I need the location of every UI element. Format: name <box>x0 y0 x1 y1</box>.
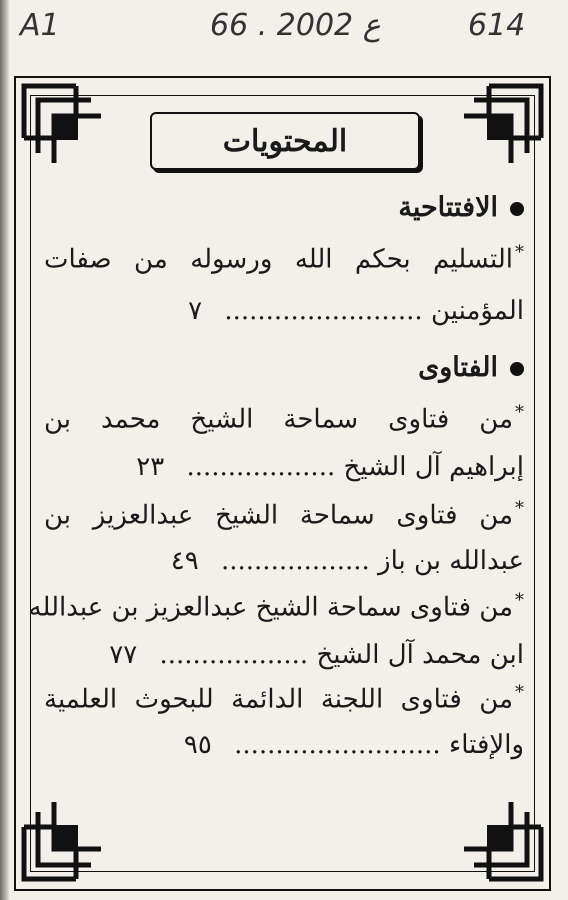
asterisk-icon: * <box>515 402 524 423</box>
page-title: المحتويات <box>222 123 348 159</box>
page-number: ٢٣ <box>136 452 165 482</box>
leader-dots: .................. <box>220 546 370 576</box>
toc-entry-line1: *من فتاوى سماحة الشيخ عبدالعزيز بن عبدالله <box>28 590 524 623</box>
toc-entry-line2: إبراهيم آل الشيخ .................. ٢٣ <box>136 452 524 482</box>
toc-entry-line1: *من فتاوى سماحة الشيخ محمد بن <box>44 402 524 435</box>
handwritten-annotations <box>0 8 568 58</box>
corner-ornament-bottom-left <box>16 797 106 887</box>
corner-ornament-bottom-right <box>459 797 549 887</box>
section-heading: الافتتاحية <box>44 192 524 223</box>
page-edge-shadow <box>0 0 10 900</box>
asterisk-icon: * <box>515 498 524 519</box>
corner-ornament-top-left <box>16 78 106 168</box>
leader-dots: .................. <box>159 640 309 670</box>
page-number: ٩٥ <box>183 730 212 760</box>
asterisk-icon: * <box>515 682 524 703</box>
section-heading: الفتاوى <box>44 352 524 383</box>
toc-entry-line2: المؤمنين ........................ ٧ <box>188 296 524 326</box>
knot-ornament-icon <box>16 78 106 168</box>
handwritten-note-left: A1 <box>20 8 60 43</box>
knot-ornament-icon <box>459 797 549 887</box>
handwritten-note-right: 614 <box>468 8 526 43</box>
toc-entry-line2: والإفتاء ......................... ٩٥ <box>183 730 524 760</box>
toc-entry-line1: *من فتاوى اللجنة الدائمة للبحوث العلمية <box>44 682 524 715</box>
corner-ornament-top-right <box>459 78 549 168</box>
page-number: ٤٩ <box>170 546 199 576</box>
asterisk-icon: * <box>515 242 524 263</box>
bullet-icon <box>510 202 524 216</box>
page-number: ٧ <box>188 296 203 326</box>
leader-dots: ......................... <box>234 730 441 760</box>
leader-dots: .................. <box>186 452 336 482</box>
knot-ornament-icon <box>459 78 549 168</box>
leader-dots: ........................ <box>224 296 423 326</box>
bullet-icon <box>510 362 524 376</box>
asterisk-icon: * <box>515 590 524 611</box>
title-box <box>150 112 420 170</box>
page-number: ٧٧ <box>109 640 138 670</box>
toc-entry-line2: ابن محمد آل الشيخ .................. ٧٧ <box>109 640 524 670</box>
toc-entry-line1: *من فتاوى سماحة الشيخ عبدالعزيز بن <box>44 498 524 531</box>
toc-entry-line1: *التسليم بحكم الله ورسوله من صفات <box>44 242 524 275</box>
handwritten-note-center: 66 . ع 2002 <box>210 8 381 43</box>
knot-ornament-icon <box>16 797 106 887</box>
toc-entry-line2: عبدالله بن باز .................. ٤٩ <box>170 546 524 576</box>
